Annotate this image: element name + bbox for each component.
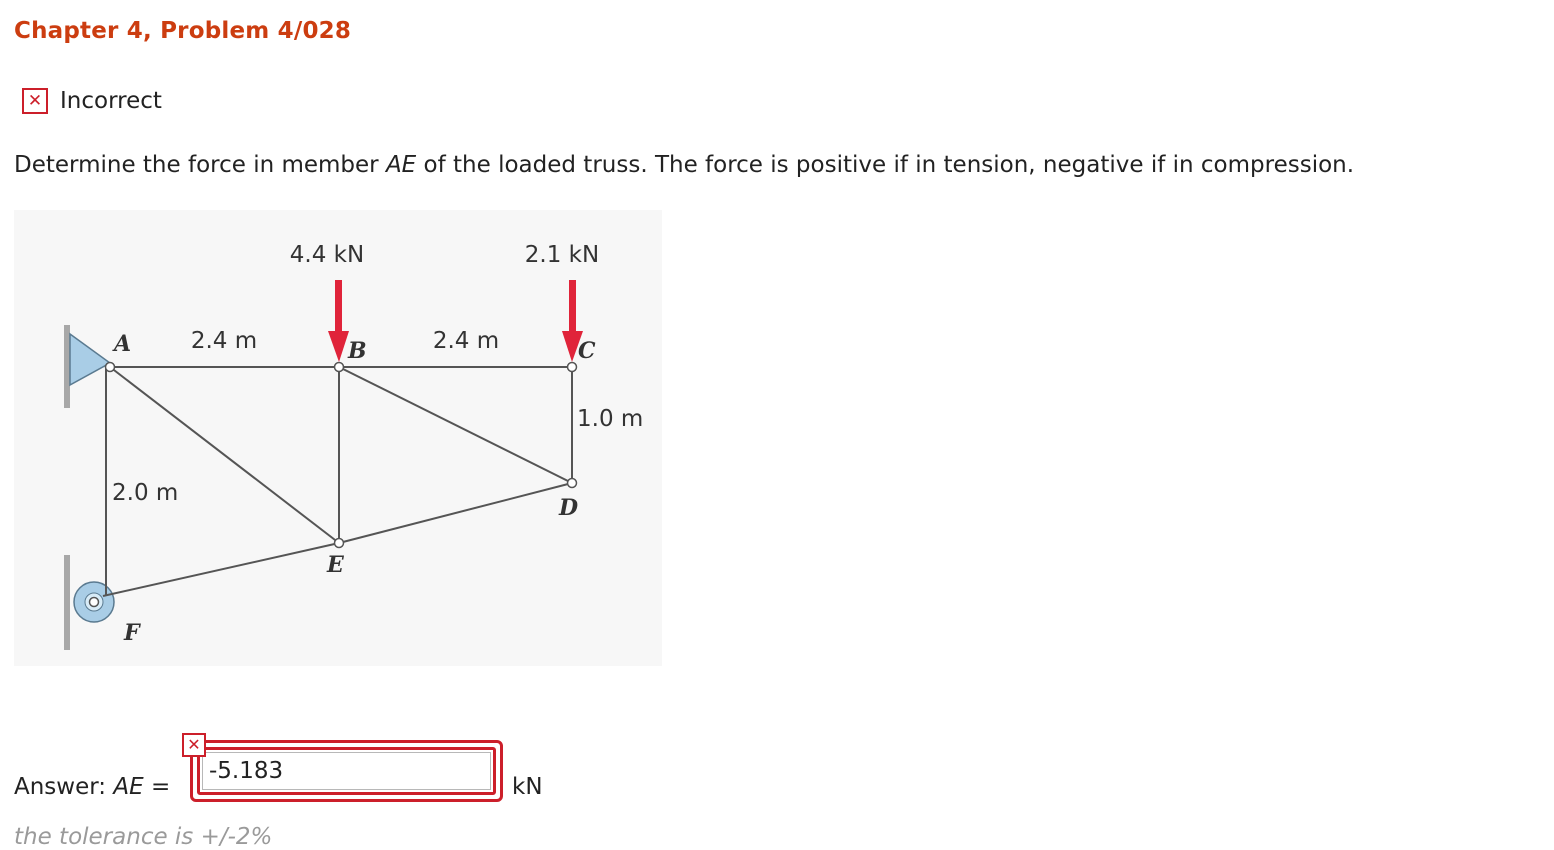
joint-f (90, 598, 99, 607)
member-ae (110, 367, 339, 543)
error-x-icon: ✕ (22, 88, 48, 114)
question-post: of the loaded truss. The force is positive if in tension, negative if in compression. (416, 152, 1355, 178)
answer-input[interactable] (202, 752, 491, 790)
load-label-b: 4.4 kN (289, 242, 365, 268)
truss-figure (14, 210, 662, 666)
answer-label-var: AE (113, 774, 144, 800)
joint-d (568, 479, 577, 488)
tolerance-text: the tolerance is +/-2% (14, 824, 273, 850)
wall-upper (64, 325, 70, 408)
dim-ab: 2.4 m (190, 328, 258, 354)
answer-label (14, 774, 170, 800)
question-pre: Determine the force in member (14, 152, 386, 178)
problem-title: Chapter 4, Problem 4/028 (14, 18, 352, 44)
node-label-f: F (124, 620, 140, 646)
answer-label-pre: Answer: (14, 774, 114, 800)
load-arrow-icon-b (328, 280, 349, 362)
answer-field-frame (190, 740, 503, 802)
answer-label-post: = (143, 774, 171, 800)
status-row (22, 86, 162, 116)
dim-bc: 2.4 m (432, 328, 500, 354)
joint-a (106, 363, 115, 372)
node-label-e: E (327, 552, 344, 578)
pin-support-icon (70, 334, 110, 385)
member-ef (103, 543, 339, 596)
joint-e (335, 539, 344, 548)
node-label-d: D (559, 495, 579, 521)
load-label-c: 2.1 kN (524, 242, 600, 268)
error-x-icon: ✕ (182, 733, 206, 757)
answer-unit: kN (512, 774, 543, 800)
dim-af: 2.0 m (112, 480, 179, 506)
node-label-c: C (578, 338, 596, 364)
truss-diagram (14, 210, 662, 666)
member-de (339, 483, 572, 543)
dim-cd: 1.0 m (577, 406, 644, 432)
node-label-b: B (348, 338, 367, 364)
member-bd (339, 367, 572, 483)
question-text (14, 152, 1354, 178)
joint-c (568, 363, 577, 372)
answer-field-border (197, 747, 496, 795)
wall-lower (64, 555, 70, 650)
question-member: AE (385, 152, 417, 178)
node-label-a: A (114, 331, 132, 357)
status-text: Incorrect (60, 88, 162, 114)
joint-b (335, 363, 344, 372)
